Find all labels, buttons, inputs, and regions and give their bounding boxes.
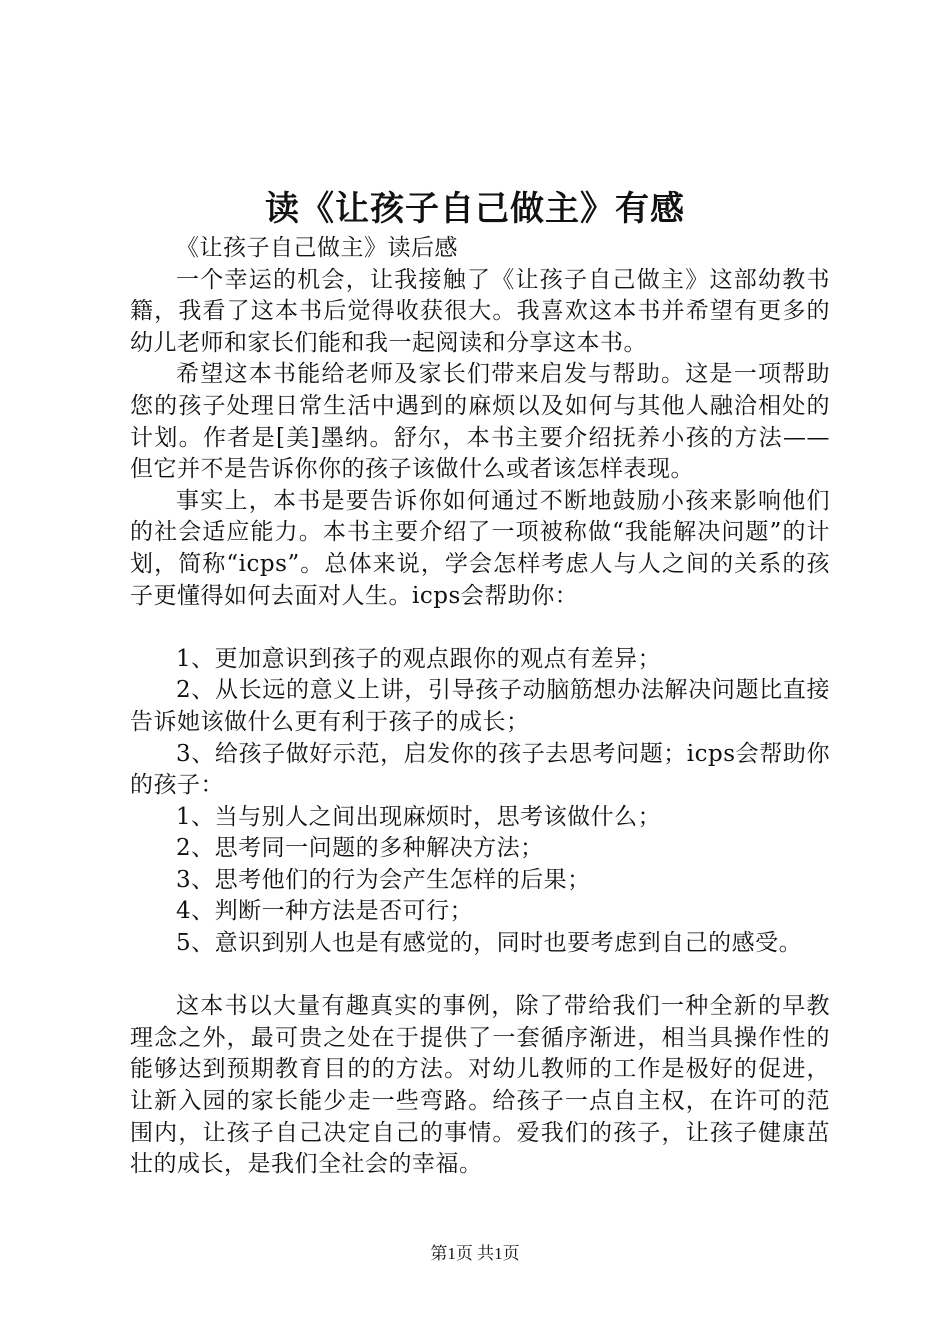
point-3: 3、给孩子做好示范，启发你的孩子去思考问题；icps会帮助你的孩子： — [130, 740, 830, 799]
paragraph-3: 事实上，本书是要告诉你如何通过不断地鼓励小孩来影响他们的社会适应能力。本书主要介绍了一项被称做“我能解决问题”的计划，简称“icps”。总体来说，学会怎样考虑人与人之间的关系的孩子更懂得如何去面对人生。icps会帮助你： — [130, 487, 830, 609]
closing-paragraph: 这本书以大量有趣真实的事例，除了带给我们一种全新的早教理念之外，最可贵之处在于提供了一套循序渐进，相当具操作性的能够达到预期教育目的的方法。对幼儿教师的工作是极好的促进，让新入园的家长能少走一些弯路。给孩子一点自主权，在许可的范围内，让孩子自己决定自己的事情。爱我们的孩子，让孩子健康茁壮的成长，是我们全社会的幸福。 — [130, 993, 830, 1178]
document-title: 读《让孩子自己做主》有感 — [265, 189, 685, 229]
child-point-4: 4、判断一种方法是否可行； — [176, 898, 474, 925]
point-1: 1、更加意识到孩子的观点跟你的观点有差异； — [176, 645, 662, 672]
child-point-5: 5、意识到别人也是有感觉的，同时也要考虑到自己的感受。 — [176, 930, 803, 957]
page-number-footer: 第1页 共1页 — [430, 1244, 520, 1263]
point-2: 2、从长远的意义上讲，引导孩子动脑筋想办法解决问题比直接告诉她该做什么更有利于孩子的成长； — [130, 677, 830, 735]
paragraph-2: 希望这本书能给老师及家长们带来启发与帮助。这是一项帮助您的孩子处理日常生活中遇到的麻烦以及如何与其他人融洽相处的计划。作者是[美]墨纳。舒尔，本书主要介绍抚养小孩的方法——但它并不是告诉你你的孩子该做什么或者该怎样表现。 — [130, 361, 830, 483]
child-point-2: 2、思考同一问题的多种解决方法； — [176, 835, 544, 862]
paragraph-1: 一个幸运的机会，让我接触了《让孩子自己做主》这部幼教书籍，我看了这本书后觉得收获很大。我喜欢这本书并希望有更多的幼儿老师和家长们能和我一起阅读和分享这本书。 — [130, 266, 830, 356]
subtitle-paragraph: 《让孩子自己做主》读后感 — [176, 235, 458, 261]
child-point-3: 3、思考他们的行为会产生怎样的后果； — [176, 866, 591, 893]
spacer — [130, 612, 830, 644]
spacer — [130, 960, 830, 992]
child-point-1: 1、当与别人之间出现麻烦时，思考该做什么； — [176, 803, 662, 830]
document-body — [130, 233, 830, 1181]
